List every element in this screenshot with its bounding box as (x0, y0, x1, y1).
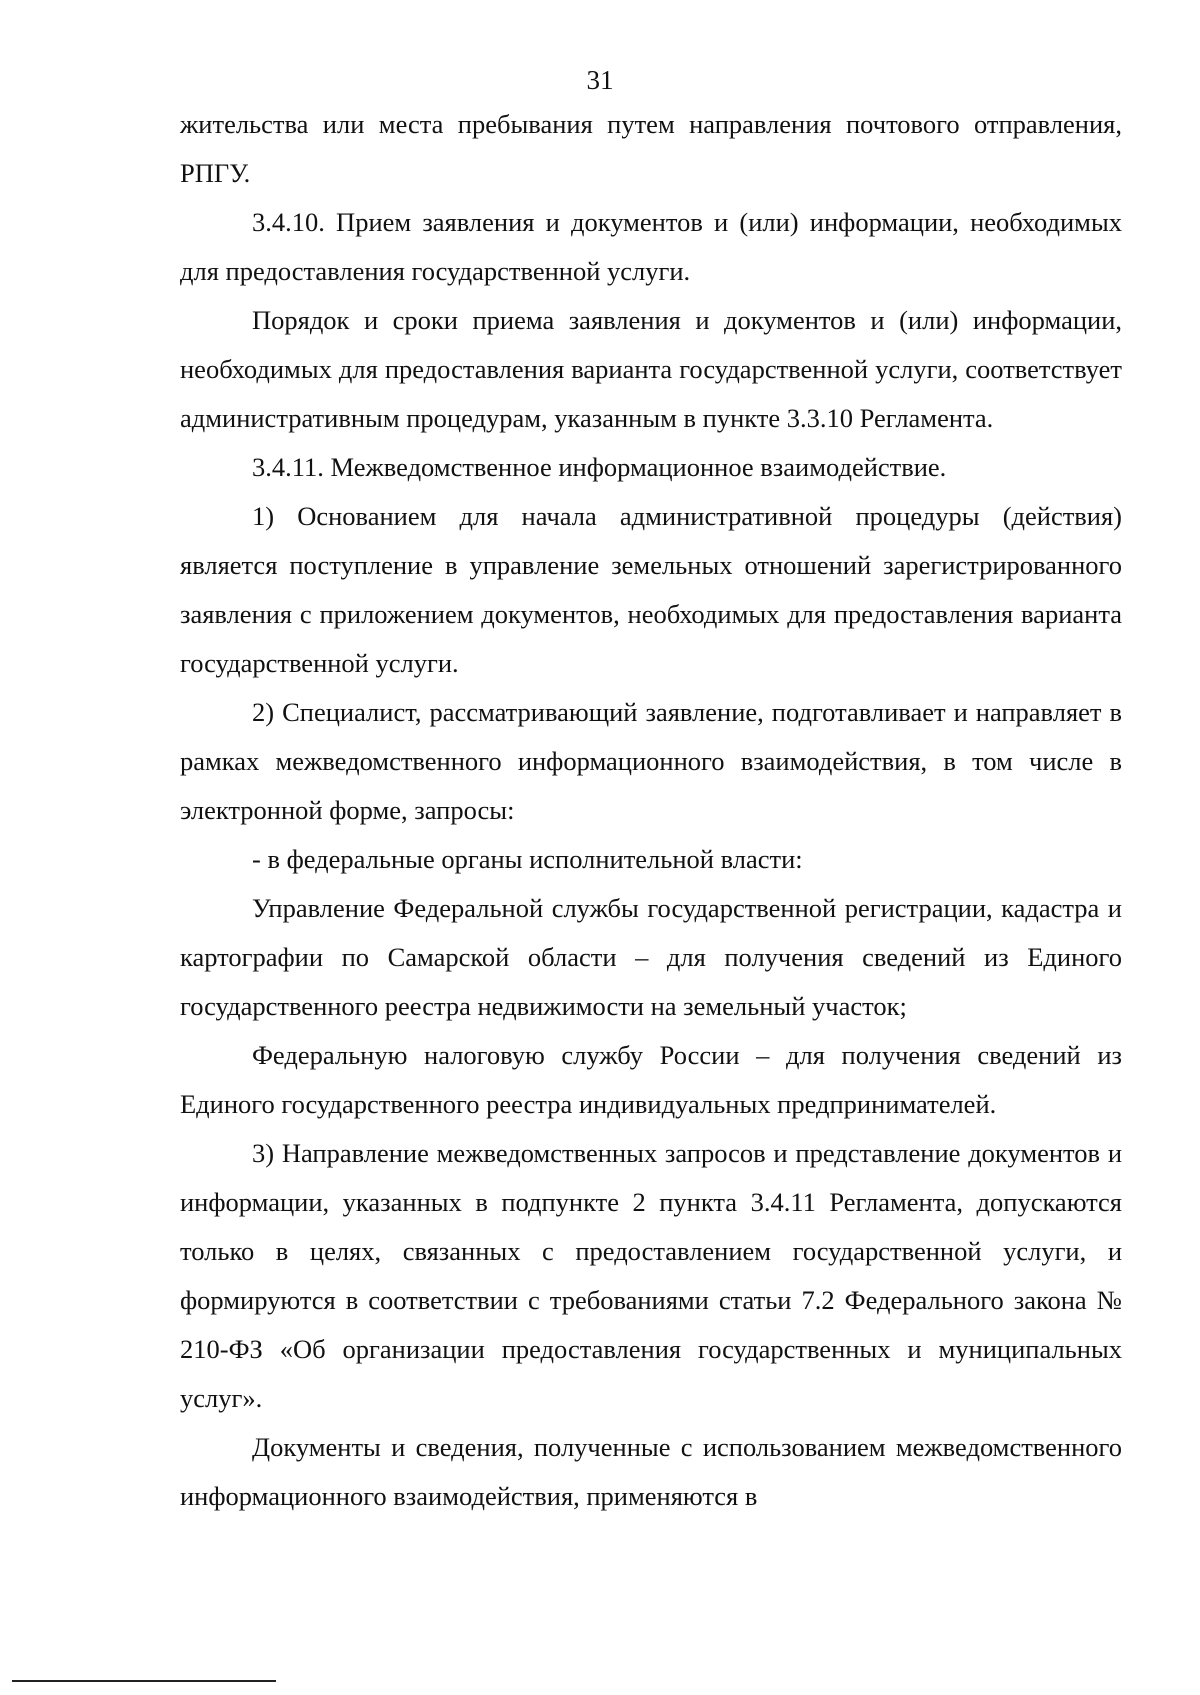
footnote-separator (12, 1680, 276, 1682)
paragraph-item-3: 3) Направление межведомственных запросов и представление документов и информации, указанных в подпункте 2 пункта 3.4.11 Регламента, допускаются только в целях, связанных с предоставлением государственной услуги, и формируются в соответствии с требованиями статьи 7.2 Федерального закона № 210-ФЗ «Об организации предоставления государственных и муниципальных услуг». (180, 1138, 1122, 1413)
paragraph-item-2: 2) Специалист, рассматривающий заявление, подготавливает и направляет в рамках межведомственного информационного взаимодействия, в том числе в электронной форме, запросы: (180, 697, 1122, 825)
paragraph-procedure-terms: Порядок и сроки приема заявления и документов и (или) информации, необходимых для предоставления варианта государственной услуги, соответствует административным процедурам, указанным в пункте 3.3.10 Регламента. (180, 305, 1122, 433)
paragraph-3-4-10: 3.4.10. Прием заявления и документов и (или) информации, необходимых для предоставления государственной услуги. (180, 207, 1122, 286)
page-number: 31 (586, 65, 614, 95)
paragraph-tax-service: Федеральную налоговую службу России – для получения сведений из Единого государственного реестра индивидуальных предпринимателей. (180, 1040, 1122, 1119)
paragraph-rosreestr: Управление Федеральной службы государственной регистрации, кадастра и картографии по Самарской области – для получения сведений из Единого государственного реестра недвижимости на земельный участок; (180, 893, 1122, 1021)
paragraph-item-1: 1) Основанием для начала административной процедуры (действия) является поступление в управление земельных отношений зарегистрированного заявления с приложением документов, необходимых для предоставления варианта государственной услуги. (180, 501, 1122, 678)
paragraph-federal-bodies: - в федеральные органы исполнительной власти: (252, 844, 803, 874)
paragraph-documents-usage: Документы и сведения, полученные с использованием межведомственного информационного взаимодействия, применяются в (180, 1432, 1122, 1511)
paragraph-continuation: жительства или места пребывания путем направления почтового отправления, РПГУ. (180, 109, 1122, 188)
paragraph-3-4-11: 3.4.11. Межведомственное информационное взаимодействие. (252, 452, 947, 482)
document-body (180, 100, 1122, 1521)
